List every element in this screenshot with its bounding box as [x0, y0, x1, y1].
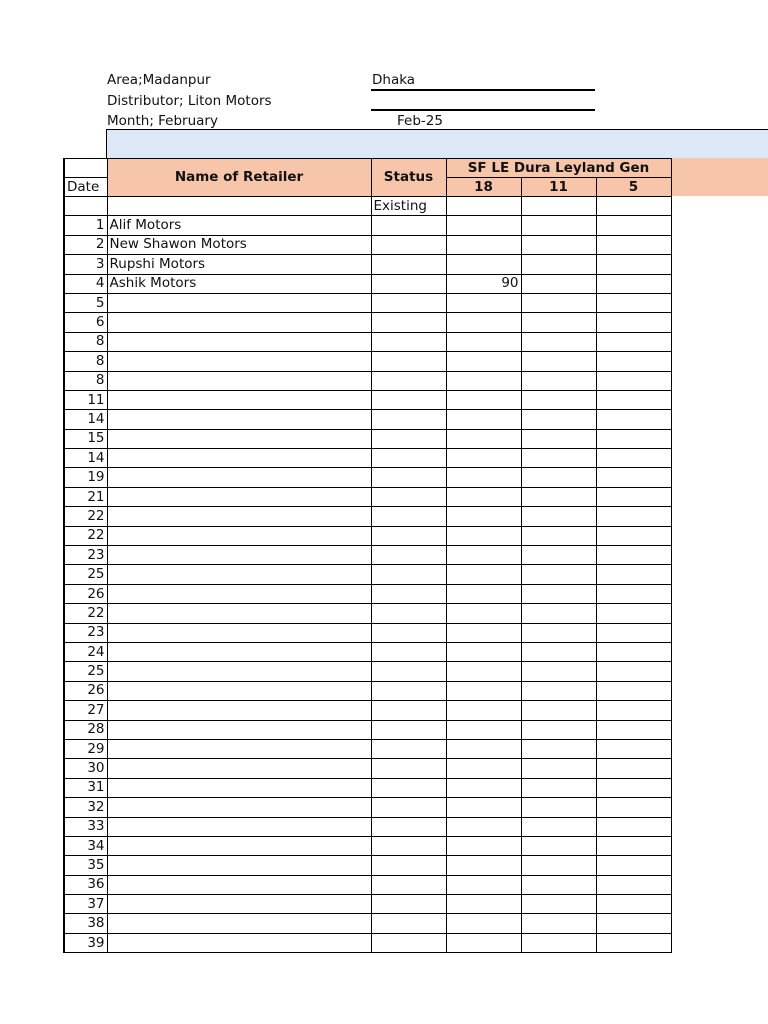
- cell-status[interactable]: [371, 332, 446, 351]
- cell-date[interactable]: 8: [64, 352, 107, 371]
- cell-q2[interactable]: [521, 313, 596, 332]
- cell-status[interactable]: [371, 778, 446, 797]
- cell-status[interactable]: [371, 933, 446, 952]
- cell-status[interactable]: [371, 255, 446, 274]
- cell-status[interactable]: [371, 914, 446, 933]
- cell-q2[interactable]: [521, 429, 596, 448]
- cell-q1[interactable]: [446, 895, 521, 914]
- table-row: [64, 623, 671, 642]
- cell-date[interactable]: 39: [64, 933, 107, 952]
- cell-q3[interactable]: [596, 875, 671, 894]
- cell-q2[interactable]: [521, 933, 596, 952]
- cell-q3[interactable]: [596, 933, 671, 952]
- cell-q1[interactable]: [446, 662, 521, 681]
- cell-date[interactable]: 22: [64, 604, 107, 623]
- cell-q2[interactable]: [521, 623, 596, 642]
- cell-q1[interactable]: [446, 449, 521, 468]
- cell-q2[interactable]: [521, 856, 596, 875]
- cell-status[interactable]: [371, 681, 446, 700]
- cell-q1[interactable]: [446, 216, 521, 235]
- cell-status[interactable]: [371, 390, 446, 409]
- cell-q2[interactable]: [521, 681, 596, 700]
- cell-q3[interactable]: [596, 468, 671, 487]
- table-row: [64, 817, 671, 836]
- table-row: [64, 778, 671, 797]
- cell-status[interactable]: [371, 895, 446, 914]
- cell-q1[interactable]: [446, 429, 521, 448]
- cell-status[interactable]: [371, 429, 446, 448]
- cell-q3[interactable]: [596, 623, 671, 642]
- cell-q2[interactable]: [521, 798, 596, 817]
- cell-q2[interactable]: [521, 293, 596, 312]
- cell-q2[interactable]: [521, 487, 596, 506]
- cell-name[interactable]: [107, 410, 371, 429]
- table-row: [64, 429, 671, 448]
- cell-name[interactable]: [107, 526, 371, 545]
- cell-date[interactable]: 3: [64, 255, 107, 274]
- cell-q3[interactable]: [596, 390, 671, 409]
- cell-name[interactable]: [107, 720, 371, 739]
- cell-q1[interactable]: [446, 390, 521, 409]
- cell-status[interactable]: [371, 352, 446, 371]
- table-row: [64, 390, 671, 409]
- cell-q1[interactable]: [446, 914, 521, 933]
- cell-q1[interactable]: 90: [446, 274, 521, 293]
- table-row: [64, 313, 671, 332]
- cell-date[interactable]: [64, 197, 107, 216]
- cell-status[interactable]: [371, 371, 446, 390]
- cell-q3[interactable]: [596, 352, 671, 371]
- cell-q2[interactable]: [521, 507, 596, 526]
- status-header: Status: [371, 159, 446, 197]
- cell-q2[interactable]: [521, 584, 596, 603]
- cell-name[interactable]: [107, 759, 371, 778]
- cell-status[interactable]: [371, 701, 446, 720]
- name-header: Name of Retailer: [107, 159, 371, 197]
- blue-header-band: [106, 129, 768, 158]
- table-row: [64, 914, 671, 933]
- cell-q3[interactable]: [596, 235, 671, 254]
- cell-name[interactable]: [107, 798, 371, 817]
- date-header: Date: [64, 178, 107, 197]
- cell-date[interactable]: 8: [64, 332, 107, 351]
- cell-q1[interactable]: [446, 856, 521, 875]
- table-row: [64, 255, 671, 274]
- cell-q1[interactable]: [446, 313, 521, 332]
- cell-status[interactable]: [371, 487, 446, 506]
- cell-q2[interactable]: [521, 197, 596, 216]
- cell-status[interactable]: [371, 623, 446, 642]
- cell-q3[interactable]: [596, 410, 671, 429]
- cell-date[interactable]: 15: [64, 429, 107, 448]
- cell-status[interactable]: [371, 836, 446, 855]
- cell-q2[interactable]: [521, 352, 596, 371]
- cell-q3[interactable]: [596, 449, 671, 468]
- cell-name[interactable]: [107, 875, 371, 894]
- cell-name[interactable]: Alif Motors: [107, 216, 371, 235]
- area-label: Area;Madanpur: [107, 72, 211, 88]
- table-row: [64, 662, 671, 681]
- cell-name[interactable]: [107, 604, 371, 623]
- cell-status[interactable]: [371, 468, 446, 487]
- cell-name[interactable]: [107, 623, 371, 642]
- cell-q3[interactable]: [596, 681, 671, 700]
- cell-q2[interactable]: [521, 526, 596, 545]
- cell-name[interactable]: [107, 507, 371, 526]
- cell-date[interactable]: 28: [64, 720, 107, 739]
- cell-q1[interactable]: [446, 875, 521, 894]
- subheader-5: 5: [596, 178, 671, 197]
- cell-q3[interactable]: [596, 584, 671, 603]
- cell-date[interactable]: 26: [64, 584, 107, 603]
- cell-q3[interactable]: [596, 836, 671, 855]
- cell-q3[interactable]: [596, 565, 671, 584]
- table-row: [64, 856, 671, 875]
- table-row: [64, 759, 671, 778]
- date-header-top-cell: [64, 159, 107, 178]
- cell-status[interactable]: [371, 759, 446, 778]
- cell-q2[interactable]: [521, 410, 596, 429]
- cell-q2[interactable]: [521, 390, 596, 409]
- cell-q1[interactable]: [446, 507, 521, 526]
- cell-date[interactable]: 5: [64, 293, 107, 312]
- cell-status[interactable]: [371, 739, 446, 758]
- cell-q3[interactable]: [596, 798, 671, 817]
- cell-q3[interactable]: [596, 856, 671, 875]
- cell-name[interactable]: [107, 584, 371, 603]
- cell-date[interactable]: 23: [64, 623, 107, 642]
- cell-status[interactable]: [371, 584, 446, 603]
- cell-date[interactable]: 24: [64, 642, 107, 661]
- cell-q2[interactable]: [521, 565, 596, 584]
- table-row: [64, 235, 671, 254]
- cell-q1[interactable]: [446, 759, 521, 778]
- table-row: [64, 836, 671, 855]
- cell-q3[interactable]: [596, 274, 671, 293]
- status-row: [64, 197, 671, 216]
- cell-status[interactable]: [371, 410, 446, 429]
- cell-q3[interactable]: [596, 526, 671, 545]
- cell-name[interactable]: [107, 681, 371, 700]
- table-row: [64, 565, 671, 584]
- cell-date[interactable]: 19: [64, 468, 107, 487]
- cell-name[interactable]: [107, 933, 371, 952]
- cell-status[interactable]: [371, 662, 446, 681]
- table-row: [64, 274, 671, 293]
- cell-q3[interactable]: [596, 313, 671, 332]
- cell-date[interactable]: 8: [64, 371, 107, 390]
- cell-q2[interactable]: [521, 836, 596, 855]
- cell-q3[interactable]: [596, 778, 671, 797]
- cell-q3[interactable]: [596, 662, 671, 681]
- cell-q1[interactable]: [446, 487, 521, 506]
- cell-date[interactable]: 26: [64, 681, 107, 700]
- cell-name[interactable]: [107, 468, 371, 487]
- cell-q1[interactable]: [446, 739, 521, 758]
- cell-date[interactable]: 30: [64, 759, 107, 778]
- cell-q2[interactable]: [521, 371, 596, 390]
- cell-name[interactable]: [107, 429, 371, 448]
- cell-date[interactable]: 33: [64, 817, 107, 836]
- cell-q1[interactable]: [446, 468, 521, 487]
- header-fill-extension: [670, 158, 768, 196]
- cell-status[interactable]: [371, 449, 446, 468]
- subheader-18: 18: [446, 178, 521, 197]
- cell-status[interactable]: [371, 642, 446, 661]
- cell-date[interactable]: 4: [64, 274, 107, 293]
- cell-q3[interactable]: [596, 255, 671, 274]
- cell-date[interactable]: 32: [64, 798, 107, 817]
- table-row: [64, 216, 671, 235]
- cell-status[interactable]: [371, 274, 446, 293]
- cell-q1[interactable]: [446, 371, 521, 390]
- cell-q1[interactable]: [446, 526, 521, 545]
- cell-date[interactable]: 29: [64, 739, 107, 758]
- cell-date[interactable]: 35: [64, 856, 107, 875]
- table-row: [64, 526, 671, 545]
- cell-q3[interactable]: [596, 701, 671, 720]
- cell-q2[interactable]: [521, 720, 596, 739]
- cell-q3[interactable]: [596, 895, 671, 914]
- cell-q3[interactable]: [596, 914, 671, 933]
- table-row: [64, 604, 671, 623]
- table-row: [64, 487, 671, 506]
- cell-q1[interactable]: [446, 720, 521, 739]
- cell-q3[interactable]: [596, 759, 671, 778]
- cell-q2[interactable]: [521, 701, 596, 720]
- distributor-label: Distributor; Liton Motors: [107, 93, 272, 109]
- cell-name[interactable]: [107, 371, 371, 390]
- cell-q3[interactable]: [596, 604, 671, 623]
- cell-q1[interactable]: [446, 565, 521, 584]
- table-row: [64, 449, 671, 468]
- cell-q1[interactable]: [446, 546, 521, 565]
- cell-date[interactable]: 23: [64, 546, 107, 565]
- cell-q1[interactable]: [446, 623, 521, 642]
- cell-status[interactable]: [371, 216, 446, 235]
- cell-date[interactable]: 2: [64, 235, 107, 254]
- cell-status[interactable]: [371, 293, 446, 312]
- cell-q1[interactable]: [446, 798, 521, 817]
- cell-status[interactable]: [371, 720, 446, 739]
- cell-q2[interactable]: [521, 274, 596, 293]
- table-row: [64, 681, 671, 700]
- cell-status[interactable]: [371, 313, 446, 332]
- cell-name[interactable]: [107, 739, 371, 758]
- table-row: [64, 352, 671, 371]
- table-row: [64, 798, 671, 817]
- month-label: Month; February: [107, 113, 218, 129]
- cell-date[interactable]: 1: [64, 216, 107, 235]
- cell-q1[interactable]: [446, 836, 521, 855]
- cell-date[interactable]: 14: [64, 410, 107, 429]
- table-row: [64, 293, 671, 312]
- cell-name[interactable]: [107, 565, 371, 584]
- cell-q2[interactable]: [521, 895, 596, 914]
- cell-q1[interactable]: [446, 293, 521, 312]
- city-field[interactable]: Dhaka: [372, 72, 416, 88]
- cell-date[interactable]: 21: [64, 487, 107, 506]
- cell-name[interactable]: [107, 914, 371, 933]
- cell-name[interactable]: [107, 487, 371, 506]
- cell-name[interactable]: New Shawon Motors: [107, 235, 371, 254]
- cell-name[interactable]: [107, 701, 371, 720]
- cell-name[interactable]: [107, 313, 371, 332]
- cell-q1[interactable]: [446, 197, 521, 216]
- cell-name[interactable]: [107, 778, 371, 797]
- cell-date[interactable]: 22: [64, 507, 107, 526]
- cell-q1[interactable]: [446, 235, 521, 254]
- cell-q1[interactable]: [446, 642, 521, 661]
- cell-q1[interactable]: [446, 681, 521, 700]
- cell-q3[interactable]: [596, 293, 671, 312]
- cell-q2[interactable]: [521, 255, 596, 274]
- cell-q1[interactable]: [446, 701, 521, 720]
- cell-date[interactable]: 31: [64, 778, 107, 797]
- cell-name[interactable]: [107, 856, 371, 875]
- table-row: [64, 701, 671, 720]
- cell-date[interactable]: 38: [64, 914, 107, 933]
- table-row: [64, 720, 671, 739]
- cell-date[interactable]: 11: [64, 390, 107, 409]
- cell-q3[interactable]: [596, 371, 671, 390]
- cell-q2[interactable]: [521, 332, 596, 351]
- cell-status[interactable]: [371, 798, 446, 817]
- cell-q2[interactable]: [521, 778, 596, 797]
- header-row-top: [64, 159, 671, 178]
- cell-q2[interactable]: [521, 216, 596, 235]
- cell-q3[interactable]: [596, 429, 671, 448]
- cell-name[interactable]: [107, 895, 371, 914]
- cell-name[interactable]: [107, 352, 371, 371]
- cell-q3[interactable]: [596, 216, 671, 235]
- cell-name[interactable]: [107, 293, 371, 312]
- cell-name[interactable]: [107, 817, 371, 836]
- cell-name[interactable]: [107, 836, 371, 855]
- table-row: [64, 507, 671, 526]
- cell-status[interactable]: [371, 526, 446, 545]
- cell-date[interactable]: 37: [64, 895, 107, 914]
- cell-q3[interactable]: [596, 332, 671, 351]
- table-row: [64, 933, 671, 952]
- cell-q3[interactable]: [596, 546, 671, 565]
- cell-status[interactable]: [371, 565, 446, 584]
- cell-q2[interactable]: [521, 662, 596, 681]
- cell-q2[interactable]: [521, 546, 596, 565]
- cell-status[interactable]: [371, 546, 446, 565]
- city-underline: [371, 89, 595, 91]
- cell-status[interactable]: [371, 507, 446, 526]
- cell-q1[interactable]: [446, 352, 521, 371]
- cell-q1[interactable]: [446, 604, 521, 623]
- cell-name[interactable]: [107, 642, 371, 661]
- cell-q1[interactable]: [446, 584, 521, 603]
- cell-q2[interactable]: [521, 468, 596, 487]
- cell-status[interactable]: [371, 604, 446, 623]
- cell-name[interactable]: [107, 390, 371, 409]
- cell-q2[interactable]: [521, 449, 596, 468]
- retailer-sales-table: [63, 158, 672, 953]
- cell-q2[interactable]: [521, 759, 596, 778]
- cell-date[interactable]: 22: [64, 526, 107, 545]
- cell-q2[interactable]: [521, 875, 596, 894]
- cell-name[interactable]: Ashik Motors: [107, 274, 371, 293]
- group-header: SF LE Dura Leyland Gen: [446, 159, 671, 178]
- cell-q3[interactable]: [596, 720, 671, 739]
- cell-date[interactable]: 36: [64, 875, 107, 894]
- cell-q1[interactable]: [446, 410, 521, 429]
- cell-date[interactable]: 14: [64, 449, 107, 468]
- table-row: [64, 332, 671, 351]
- cell-status[interactable]: [371, 235, 446, 254]
- cell-name[interactable]: [107, 332, 371, 351]
- table-row: [64, 371, 671, 390]
- cell-name[interactable]: [107, 662, 371, 681]
- cell-name[interactable]: [107, 197, 371, 216]
- cell-date[interactable]: 25: [64, 662, 107, 681]
- cell-date[interactable]: 6: [64, 313, 107, 332]
- cell-date[interactable]: 34: [64, 836, 107, 855]
- cell-status[interactable]: [371, 817, 446, 836]
- cell-status[interactable]: [371, 856, 446, 875]
- period-field[interactable]: Feb-25: [397, 113, 443, 129]
- cell-q2[interactable]: [521, 739, 596, 758]
- cell-q1[interactable]: [446, 778, 521, 797]
- cell-q2[interactable]: [521, 914, 596, 933]
- cell-date[interactable]: 25: [64, 565, 107, 584]
- cell-q2[interactable]: [521, 817, 596, 836]
- table-row: [64, 410, 671, 429]
- table-row: [64, 875, 671, 894]
- table-row: [64, 584, 671, 603]
- cell-name[interactable]: [107, 449, 371, 468]
- cell-status[interactable]: [371, 875, 446, 894]
- cell-q1[interactable]: [446, 933, 521, 952]
- cell-q1[interactable]: [446, 817, 521, 836]
- table-row: [64, 739, 671, 758]
- status-existing-cell[interactable]: Existing: [371, 197, 446, 216]
- cell-q2[interactable]: [521, 642, 596, 661]
- distributor-underline: [371, 109, 595, 111]
- table-row: [64, 642, 671, 661]
- cell-q3[interactable]: [596, 507, 671, 526]
- cell-q1[interactable]: [446, 255, 521, 274]
- cell-name[interactable]: Rupshi Motors: [107, 255, 371, 274]
- cell-q3[interactable]: [596, 817, 671, 836]
- cell-q3[interactable]: [596, 642, 671, 661]
- table-row: [64, 546, 671, 565]
- cell-q1[interactable]: [446, 332, 521, 351]
- cell-name[interactable]: [107, 546, 371, 565]
- table-row: [64, 468, 671, 487]
- subheader-11: 11: [521, 178, 596, 197]
- cell-date[interactable]: 27: [64, 701, 107, 720]
- cell-q2[interactable]: [521, 235, 596, 254]
- table-row: [64, 895, 671, 914]
- cell-q2[interactable]: [521, 604, 596, 623]
- cell-q3[interactable]: [596, 739, 671, 758]
- cell-q3[interactable]: [596, 197, 671, 216]
- cell-q3[interactable]: [596, 487, 671, 506]
